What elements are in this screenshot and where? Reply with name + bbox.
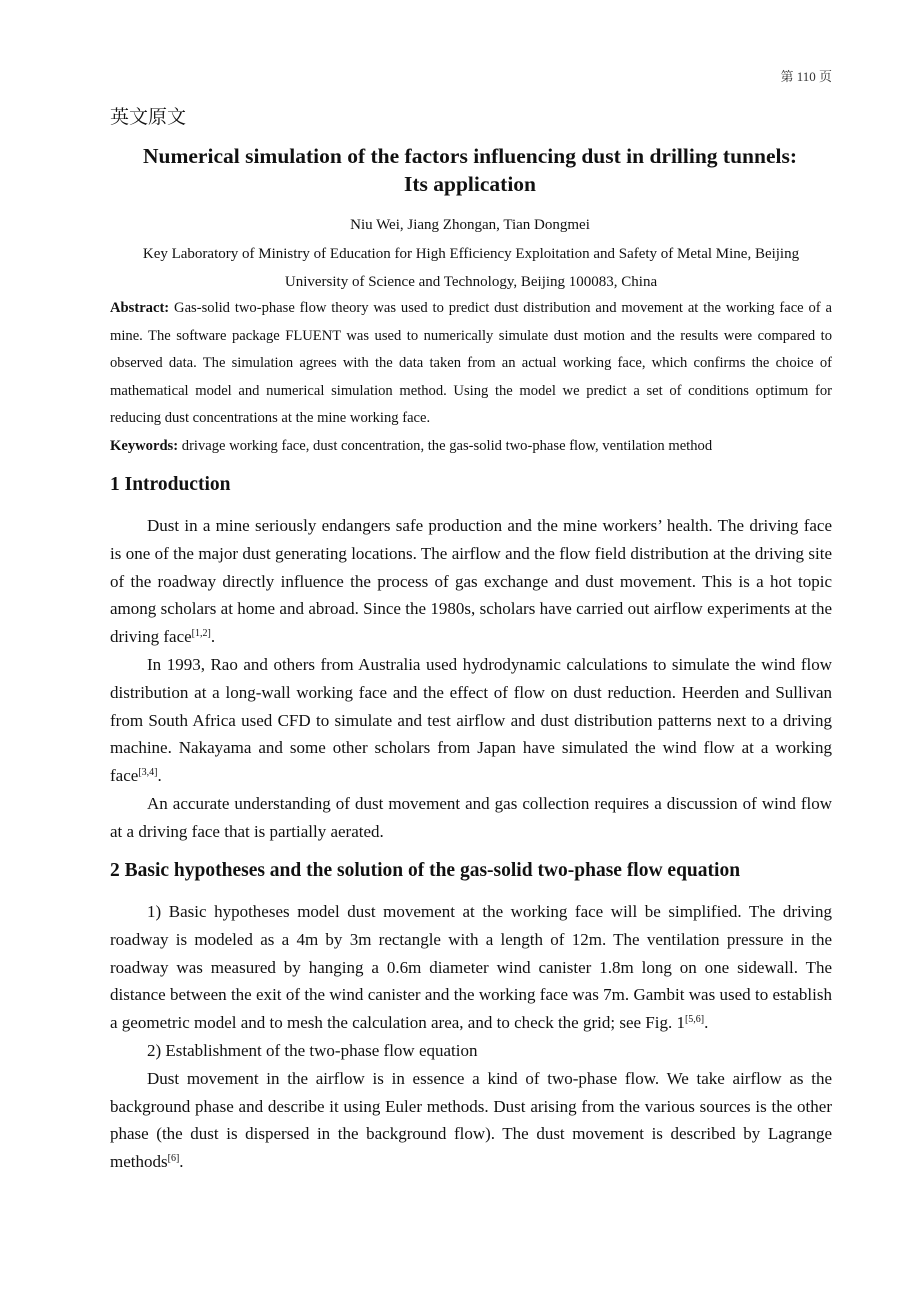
section-tag: 英文原文 [110,106,187,128]
intro-paragraph-2 [110,651,832,790]
intro-paragraph-1 [110,512,832,651]
abstract [110,295,832,433]
section-heading-introduction: 1 Introduction [110,474,231,495]
basic-hypotheses-body [110,898,832,1176]
punctuation: . [179,1152,184,1172]
basic-paragraph-2: 2) Establishment of the two-phase flow equation [147,1040,478,1060]
intro-paragraph-1-text: Dust in a mine seriously endangers safe production and the mine workers’ health. The driving face is one of the major dust generating locations. The airflow and the flow field distribution at the driving site of the roadway directly influence the process of gas exchange and dust movement. This is a hot topic among scholars at home and abroad. Since the 1980s, scholars have carried out airflow experiments at the driving face [110,516,832,647]
paper-affiliation [110,240,832,296]
punctuation: . [704,1013,709,1033]
citation: [5,6] [684,1014,705,1026]
basic-paragraph-1 [110,898,832,1037]
citation: [6] [167,1153,180,1165]
paper-authors: Niu Wei, Jiang Zhongan, Tian Dongmei [350,217,590,233]
citation: [3,4] [138,767,158,779]
section-heading-basic-hypotheses: 2 Basic hypotheses and the solution of the gas-solid two-phase flow equation [110,860,741,881]
citation: [1,2] [191,628,211,640]
basic-paragraph-3 [110,1065,832,1176]
paper-title-line-1: Numerical simulation of the factors influencing dust in drilling tunnels: [143,144,797,168]
punctuation: . [157,766,162,786]
abstract-text: Gas-solid two-phase flow theory was used to predict dust distribution and movement at the working face of a mine. The software package FLUENT was used to numerically simulate dust motion and the results were compared to observed data. The simulation agrees with the data taken from an actual working face, which confirms the choice of mathematical model and numerical simulation method. Using the model we predict a set of conditions optimum for reducing dust concentrations at the mine working face. [110,300,832,427]
basic-paragraph-3-text: Dust movement in the airflow is in essence a kind of two-phase flow. We take airflow as the background phase and describe it using Euler methods. Dust arising from the various sources is the other phase (the dust is dispersed in the background flow). The dust movement is described by Lagrange methods [110,1068,832,1172]
paper-title-line-2: Its application [403,172,536,196]
basic-paragraph-1-text: 1) Basic hypotheses model dust movement at the working face will be simplified. The driving roadway is modeled as a 4m by 3m rectangle with a length of 12m. The ventilation pressure in the roadway was measured by hanging a 0.6m diameter wind canister 1.8m long on one sidewall. The distance between the exit of the wind canister and the working face was 7m. Gambit was used to establish a geometric model and to mesh the calculation area, and to check the grid; see Fig. 1 [110,902,832,1033]
affiliation-line-1: Key Laboratory of Ministry of Education for High Efficiency Exploitation and Safety of Metal Mine, Beijing [142,246,800,262]
intro-paragraph-2-text: In 1993, Rao and others from Australia used hydrodynamic calculations to simulate the wind flow distribution at a long-wall working face and the effect of flow on dust reduction. Heerden and Sullivan from South Africa used CFD to simulate and test airflow and dust distribution patterns next to a driving machine. Nakayama and some other scholars from Japan have simulated the wind flow at a working face [110,654,832,786]
introduction-body [110,512,832,846]
keywords-label: Keywords: [110,438,179,454]
affiliation-line-2: University of Science and Technology, Beijing 100083, China [284,274,658,290]
abstract-label: Abstract: [110,300,170,316]
keywords [110,433,832,461]
paper-title [100,142,840,198]
intro-paragraph-3: An accurate understanding of dust movement and gas collection requires a discussion of wind flow at a driving face that is partially aerated. [110,793,832,841]
punctuation: . [210,627,216,647]
keywords-text: drivage working face, dust concentration, the gas-solid two-phase flow, ventilation method [181,438,713,454]
page-number: 第 110 页 [780,69,832,84]
